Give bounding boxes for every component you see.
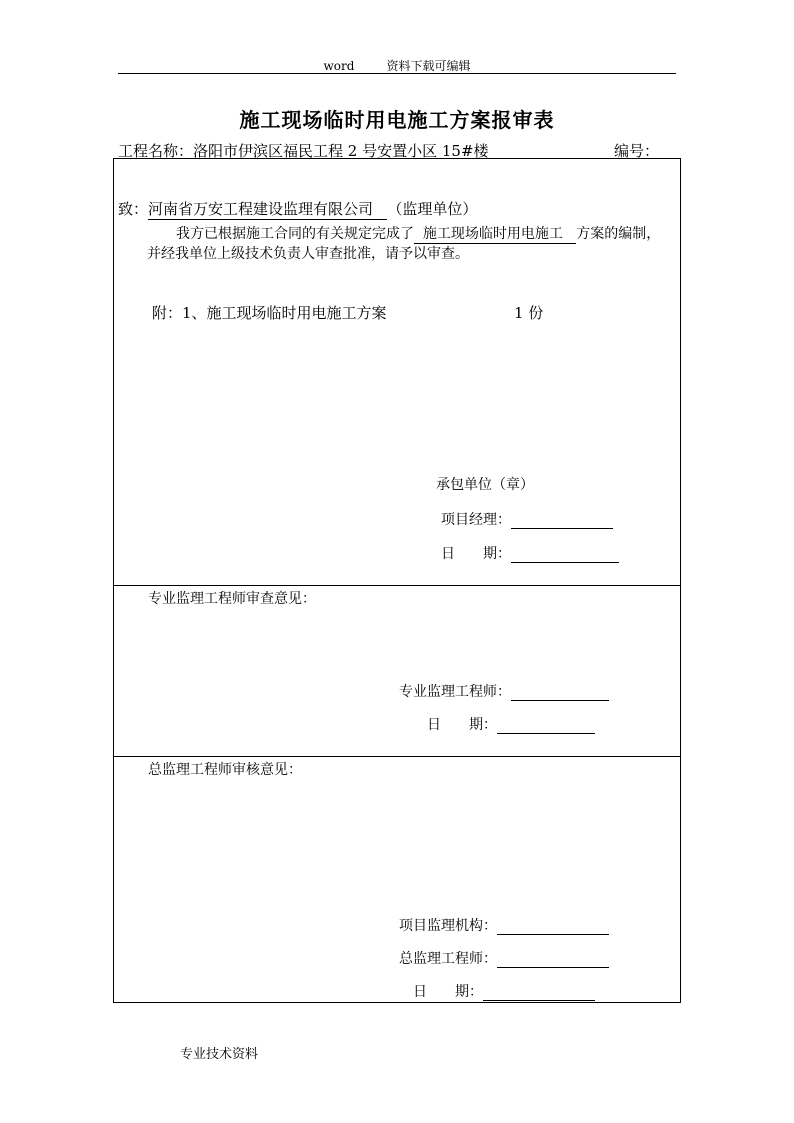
addressee-row <box>118 198 477 219</box>
section-specialist-review <box>113 585 681 757</box>
project-manager-label: 项目经理： <box>441 512 511 528</box>
contractor-seal-label: 承包单位（章） <box>436 477 534 493</box>
chief-date-line[interactable] <box>483 986 595 1001</box>
project-manager-signature-line[interactable] <box>511 514 613 529</box>
contractor-date-label: 日 期： <box>441 546 511 562</box>
specialist-date-row <box>427 714 595 734</box>
statement-line-2: 并经我单位上级技术负责人审查批准，请予以审查。 <box>147 246 469 262</box>
supervision-org-line[interactable] <box>497 920 609 935</box>
specialist-date-label: 日 期： <box>427 717 497 733</box>
specialist-engineer-row <box>399 681 609 701</box>
specialist-opinion-heading: 专业监理工程师审查意见： <box>148 591 316 607</box>
supervision-org-row <box>399 915 609 935</box>
project-name-value: 洛阳市伊滨区福民工程 2 号安置小区 15#楼 <box>193 142 489 160</box>
attachment-count: 1 份 <box>514 304 544 322</box>
attachment-item: 附：1、施工现场临时用电施工方案 <box>152 304 387 322</box>
page-footer: 专业技术资料 <box>180 1047 259 1062</box>
specialist-engineer-label: 专业监理工程师： <box>399 684 511 700</box>
chief-opinion-heading: 总监理工程师审核意见： <box>148 762 302 778</box>
form-number-label: 编号： <box>614 142 660 160</box>
addressee-label: 致： <box>118 200 149 218</box>
chief-engineer-signature-line[interactable] <box>497 953 609 968</box>
chief-engineer-label: 总监理工程师： <box>399 951 497 967</box>
statement-plan-name: 施工现场临时用电施工 <box>414 226 576 244</box>
contractor-date-row <box>441 543 619 563</box>
page-header <box>0 57 794 74</box>
header-note: 资料下载可编辑 <box>386 59 471 73</box>
chief-date-row <box>413 981 595 1001</box>
chief-date-label: 日 期： <box>413 984 483 1000</box>
project-manager-row <box>441 509 613 529</box>
supervision-org-label: 项目监理机构： <box>399 918 497 934</box>
addressee-suffix: （监理单位） <box>387 200 478 218</box>
addressee-company: 河南省万安工程建设监理有限公司 <box>148 200 387 220</box>
header-word: word <box>323 59 355 73</box>
project-name-label: 工程名称： <box>118 142 194 160</box>
specialist-date-line[interactable] <box>497 719 595 734</box>
contractor-date-line[interactable] <box>511 548 619 563</box>
chief-engineer-row <box>399 948 609 968</box>
statement-line-1: 我方已根据施工合同的有关规定完成了 施工现场临时用电施工 方案的编制， <box>176 226 661 242</box>
header-rule <box>118 73 676 74</box>
form-title: 施工现场临时用电施工方案报审表 <box>239 108 555 132</box>
specialist-engineer-signature-line[interactable] <box>511 686 609 701</box>
